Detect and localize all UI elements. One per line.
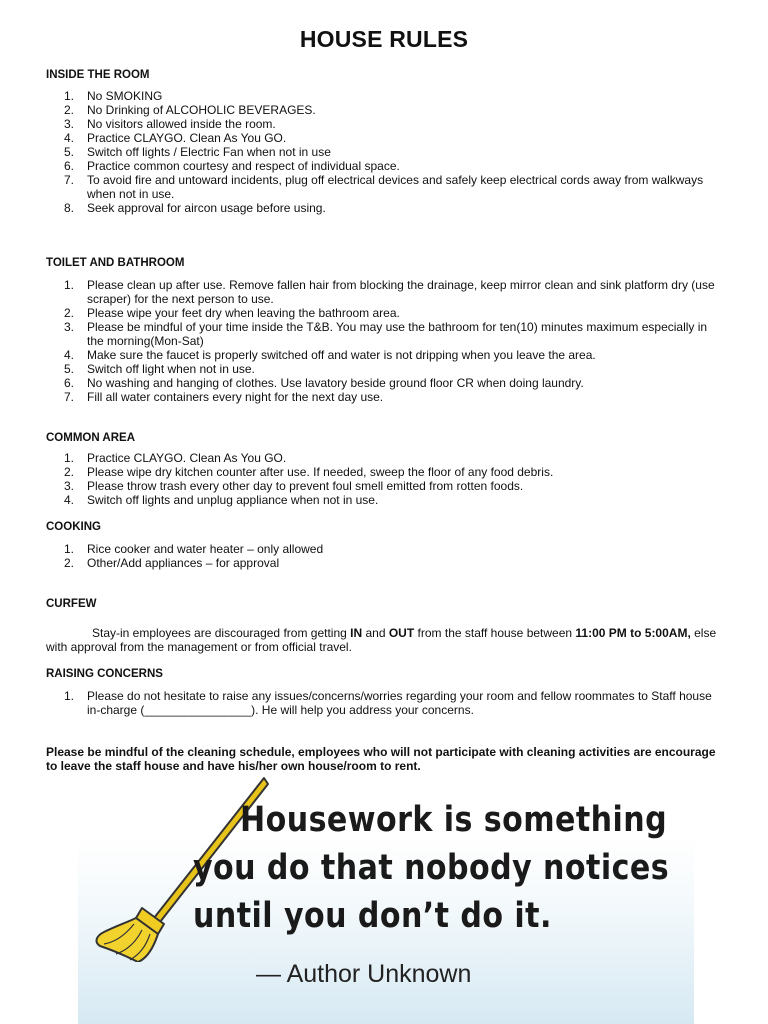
list-item: 2. Other/Add appliances – for approval (64, 556, 280, 570)
section-heading-raising-concerns: RAISING CONCERNS (46, 668, 163, 680)
section-heading-cooking: COOKING (46, 521, 101, 533)
list-item: 4. Make sure the faucet is properly switched off and water is not dripping when you leave the area. (64, 348, 596, 362)
list-item: 3. Please throw trash every other day to prevent foul smell emitted from rotten foods. (64, 479, 524, 493)
toilet-bathroom-rules-list (46, 278, 726, 404)
inside-room-rules-list (46, 89, 726, 215)
list-item: 1. Please do not hesitate to raise any issues/concerns/worries regarding your room and fellow roommates to Staff house in-charge (________________). He will help you address your concerns. (64, 689, 712, 717)
quote-author: — Author Unknown (256, 960, 472, 988)
list-item: 2. No Drinking of ALCOHOLIC BEVERAGES. (64, 103, 316, 117)
list-item: 5. Switch off lights / Electric Fan when not in use (64, 145, 331, 159)
cleaning-schedule-notice: Please be mindful of the cleaning schedule, employees who will not participate with cleaning activities are encourage to leave the staff house and have his/her own house/room to rent. (46, 745, 716, 773)
quote-line-1: Housework is something (240, 800, 668, 840)
section-heading-toilet-bathroom: TOILET AND BATHROOM (46, 257, 185, 269)
list-item: 4. Switch off lights and unplug appliance when not in use. (64, 493, 379, 507)
list-item: 1. No SMOKING (64, 89, 163, 103)
page-title: HOUSE RULES (299, 26, 469, 52)
quote-line-3: until you don’t do it. (193, 896, 552, 936)
section-heading-common-area: COMMON AREA (46, 432, 136, 444)
list-item: 6. Practice common courtesy and respect of individual space. (64, 159, 400, 173)
list-item: 1. Rice cooker and water heater – only allowed (64, 542, 324, 556)
list-item: 7. To avoid fire and untoward incidents, plug off electrical devices and safely keep electrical cords away from walkways when not in use. (64, 173, 704, 201)
list-item: 3. Please be mindful of your time inside the T&B. You may use the bathroom for ten(10) minutes maximum especially in the morning(Mon-Sat) (64, 320, 708, 348)
raising-concerns-list (46, 689, 726, 717)
list-item: 1. Practice CLAYGO. Clean As You GO. (64, 451, 287, 465)
list-item: 6. No washing and hanging of clothes. Use lavatory beside ground floor CR when doing laundry. (64, 376, 584, 390)
list-item: 1. Please clean up after use. Remove fallen hair from blocking the drainage, keep mirror clean and sink platform dry (use scraper) for the next person to use. (64, 278, 715, 306)
section-heading-curfew: CURFEW (46, 598, 97, 610)
list-item: 5. Switch off light when not in use. (64, 362, 255, 376)
list-item: 3. No visitors allowed inside the room. (64, 117, 276, 131)
cooking-rules-list (46, 542, 726, 570)
list-item: 7. Fill all water containers every night for the next day use. (64, 390, 384, 404)
list-item: 2. Please wipe dry kitchen counter after use. If needed, sweep the floor of any food debris. (64, 465, 554, 479)
quote-line-2: you do that nobody notices (193, 848, 670, 888)
list-item: 8. Seek approval for aircon usage before using. (64, 201, 326, 215)
list-item: 4. Practice CLAYGO. Clean As You GO. (64, 131, 287, 145)
section-heading-inside-room: INSIDE THE ROOM (46, 69, 150, 81)
list-item: 2. Please wipe your feet dry when leaving the bathroom area. (64, 306, 400, 320)
curfew-paragraph: Stay-in employees are discouraged from getting IN and OUT from the staff house between 11:00 PM to 5:00AM, else with approval from the management or from official travel. (46, 626, 717, 654)
common-area-rules-list (46, 451, 726, 507)
